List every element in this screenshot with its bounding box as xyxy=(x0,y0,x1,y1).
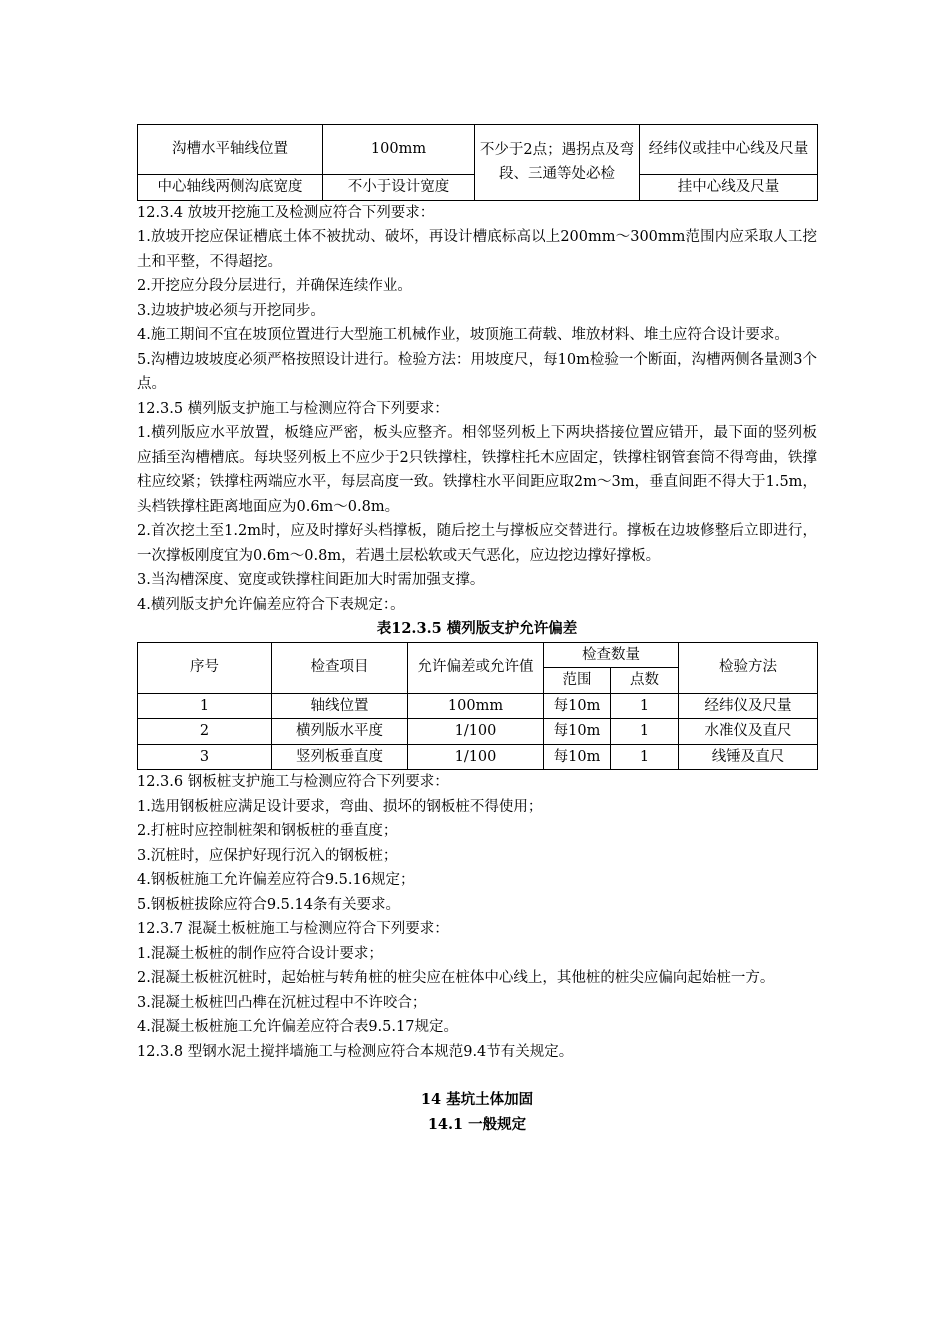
paragraph: 5.沟槽边坡坡度必须严格按照设计进行。检验方法：用坡度尺，每10m检验一个断面，沟槽两侧各量测3个点。 xyxy=(137,351,817,392)
table-row xyxy=(138,693,818,719)
section-title: 12.3.8 型钢水泥土搅拌墙施工与检测应符合本规范9.4节有关规定。 xyxy=(137,1043,574,1060)
table-cell: 100mm xyxy=(408,693,544,719)
paragraph: 1.放坡开挖应保证槽底土体不被扰动、破坏，再设计槽底标高以上200mm～300mm范围内应采取人工挖土和平整，不得超挖。 xyxy=(137,229,817,270)
paragraph: 4.钢板桩施工允许偏差应符合9.5.16规定； xyxy=(137,872,415,888)
trench-tolerance-table xyxy=(137,124,818,201)
table-row xyxy=(138,744,818,770)
table-cell: 线锤及直尺 xyxy=(679,744,818,770)
table-cell: 3 xyxy=(138,744,272,770)
chapter-subtitle: 14.1 一般规定 xyxy=(427,1115,527,1133)
support-tolerance-table xyxy=(137,642,818,771)
paragraph: 4.施工期间不宜在坡顶位置进行大型施工机械作业，坡顶施工荷载、堆放材料、堆土应符合设计要求。 xyxy=(137,327,789,343)
section-title: 12.3.7 混凝土板桩施工与检测应符合下列要求： xyxy=(137,921,449,937)
table-cell: 沟槽水平轴线位置 xyxy=(138,125,323,175)
paragraph: 1.选用钢板桩应满足设计要求，弯曲、损坏的钢板桩不得使用； xyxy=(137,798,543,815)
paragraph: 1.混凝土板桩的制作应符合设计要求； xyxy=(137,945,383,962)
table-cell: 挂中心线及尺量 xyxy=(640,175,818,201)
paragraph: 3.当沟槽深度、宽度或铁撑柱间距加大时需加强支撑。 xyxy=(137,572,485,588)
header-cell: 范围 xyxy=(544,668,611,694)
table-cell: 经纬仪或挂中心线及尺量 xyxy=(640,125,818,175)
paragraph: 2.打桩时应控制桩架和钢板桩的垂直度； xyxy=(137,823,398,839)
paragraph: 1.横列版应水平放置，板缝应严密，板头应整齐。相邻竖列板上下两块搭接位置应错开，最下面的竖列板应插至沟槽槽底。每块竖列板上不应少于2只铁撑柱，铁撑柱托木应固定，铁撑柱钢管套筒不得弯曲，铁撑柱应绞紧；铁撑柱两端应水平，每层高度一致。铁撑柱水平间距应取2m～3m，垂直间距不得大于1.5m，头档铁撑柱距离地面应为0.6m～0.8m。 xyxy=(137,425,817,515)
table-cell: 水准仪及直尺 xyxy=(679,719,818,745)
table-caption: 表12.3.5 横列版支护允许偏差 xyxy=(376,620,578,637)
paragraph: 4.横列版支护允许偏差应符合下表规定：。 xyxy=(137,596,405,613)
paragraph: 5.钢板桩拔除应符合9.5.14条有关要求。 xyxy=(137,896,400,913)
table-cell: 1 xyxy=(138,693,272,719)
table-cell: 1 xyxy=(611,693,679,719)
header-cell: 序号 xyxy=(138,642,272,693)
paragraph: 2.首次挖土至1.2m时，应及时撑好头档撑板，随后挖土与撑板应交替进行。撑板在边坡修整后立即进行，一次撑板刚度宜为0.6m～0.8m，若遇土层松软或天气恶化，应边挖边撑好撑板。 xyxy=(137,523,817,564)
table-row xyxy=(138,125,818,175)
chapter-title: 14 基坑土体加固 xyxy=(420,1091,534,1108)
table-cell: 不小于设计宽度 xyxy=(323,175,475,201)
table-cell: 2 xyxy=(138,719,272,745)
header-cell: 允许偏差或允许值 xyxy=(408,642,544,693)
section-title: 12.3.5 横列版支护施工与检测应符合下列要求： xyxy=(137,400,449,417)
table-cell: 1 xyxy=(611,744,679,770)
table-cell: 竖列板垂直度 xyxy=(272,744,408,770)
section-title: 12.3.4 放坡开挖施工及检测应符合下列要求： xyxy=(137,204,435,221)
paragraph: 3.边坡护坡必须与开挖同步。 xyxy=(137,302,325,319)
paragraph: 3.混凝土板桩凹凸榫在沉桩过程中不许咬合； xyxy=(137,994,427,1011)
table-cell: 1 xyxy=(611,719,679,745)
section-title: 12.3.6 钢板桩支护施工与检测应符合下列要求： xyxy=(137,774,449,790)
header-cell: 检查项目 xyxy=(272,642,408,693)
table-cell: 1/100 xyxy=(408,719,544,745)
table-cell: 轴线位置 xyxy=(272,693,408,719)
header-cell: 检验方法 xyxy=(679,642,818,693)
header-cell: 检查数量 xyxy=(544,642,679,668)
table-cell: 横列版水平度 xyxy=(272,719,408,745)
header-cell: 点数 xyxy=(611,668,679,694)
paragraph: 4.混凝土板桩施工允许偏差应符合表9.5.17规定。 xyxy=(137,1019,458,1035)
paragraph: 2.开挖应分段分层进行，并确保连续作业。 xyxy=(137,278,412,294)
document-page xyxy=(137,124,817,1137)
table-cell: 每10m xyxy=(544,744,611,770)
table-cell: 不少于2点；遇拐点及弯段、三通等处必检 xyxy=(475,125,640,201)
table-cell: 经纬仪及尺量 xyxy=(679,693,818,719)
table-row xyxy=(138,719,818,745)
table-cell: 1/100 xyxy=(408,744,544,770)
paragraph: 2.混凝土板桩沉桩时，起始桩与转角桩的桩尖应在桩体中心线上，其他桩的桩尖应偏向起始桩一方。 xyxy=(137,970,775,986)
table-cell: 100mm xyxy=(323,125,475,175)
table-cell: 中心轴线两侧沟底宽度 xyxy=(138,175,323,201)
table-header-row xyxy=(138,642,818,668)
table-cell: 每10m xyxy=(544,719,611,745)
paragraph: 3.沉桩时，应保护好现行沉入的钢板桩； xyxy=(137,847,398,864)
table-cell: 每10m xyxy=(544,693,611,719)
